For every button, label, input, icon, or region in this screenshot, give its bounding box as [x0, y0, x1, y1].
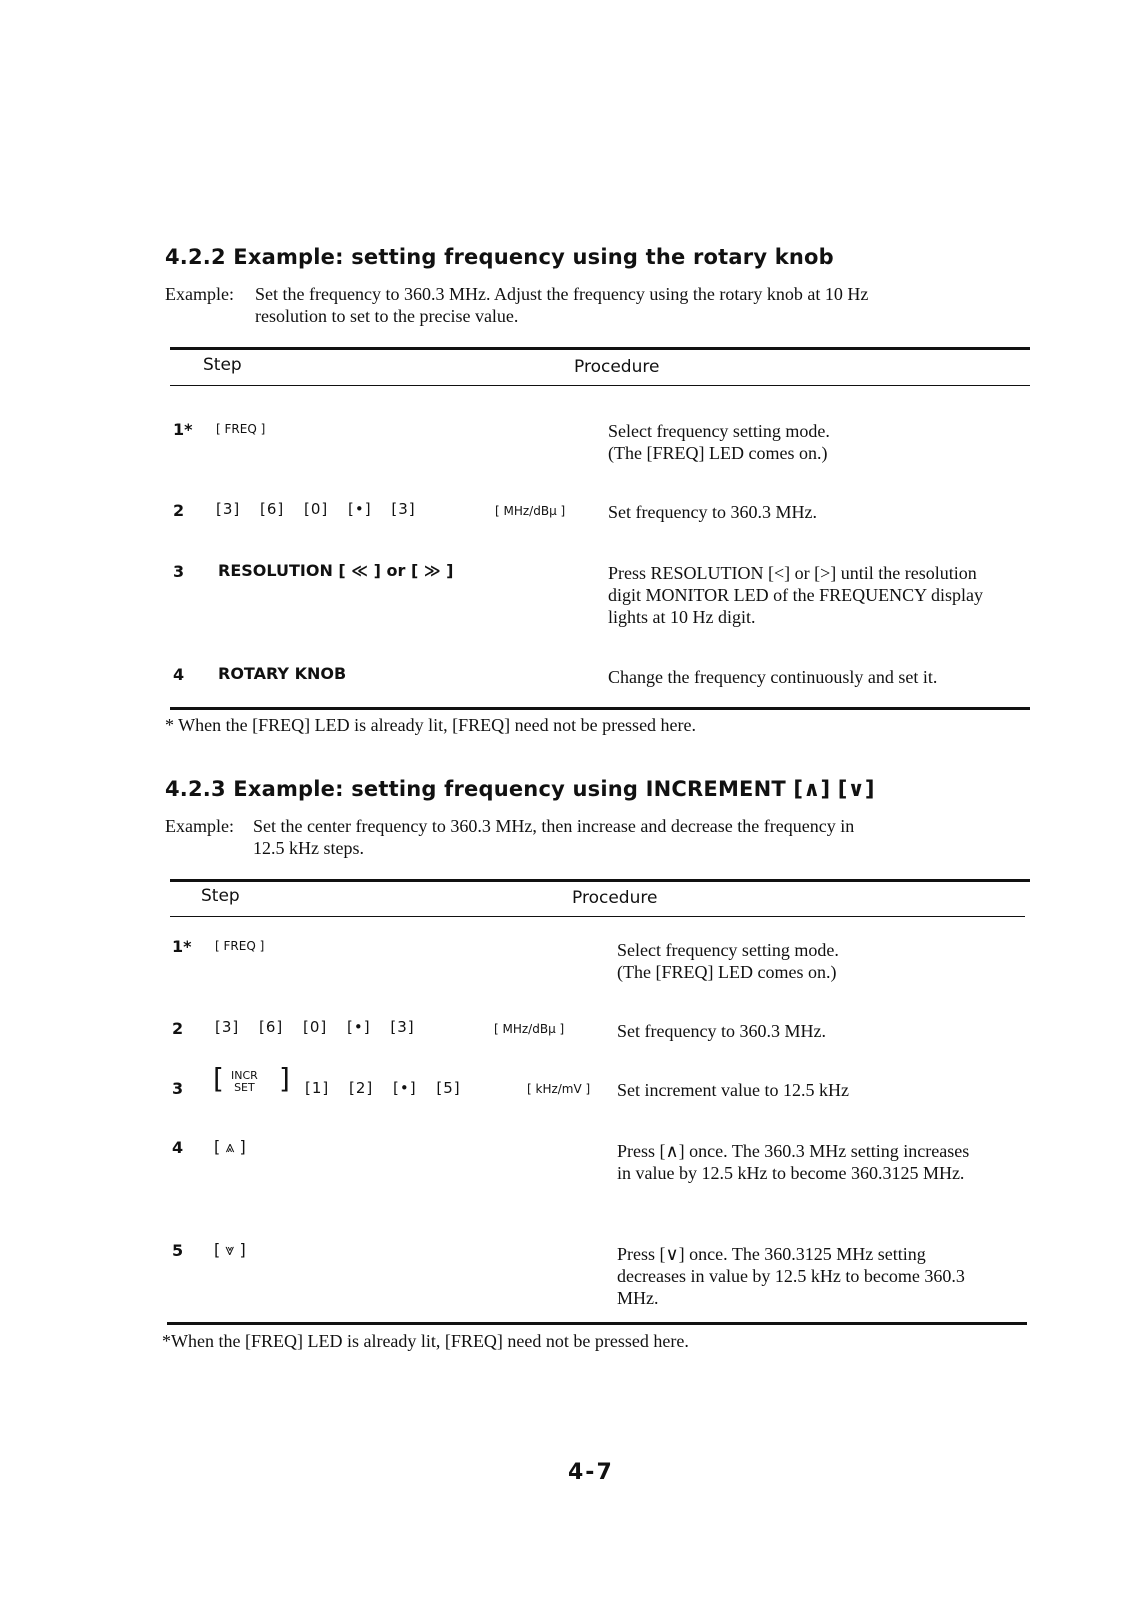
intro-line-2: resolution to set to the precise value.	[255, 306, 519, 326]
intro-label: Example:	[165, 816, 234, 836]
table-top-rule	[170, 879, 1030, 882]
step-number: 4	[172, 1138, 184, 1157]
number-keys: [1] [2] [•] [5]	[305, 1079, 461, 1097]
intro-label: Example:	[165, 284, 234, 304]
unit-key: [ kHz/mV ]	[527, 1082, 591, 1096]
column-header-step: Step	[201, 886, 240, 906]
step-number: 1*	[172, 937, 192, 956]
step-number: 4	[173, 665, 185, 684]
page-number: 4-7	[568, 1460, 614, 1485]
column-header-procedure: Procedure	[572, 888, 658, 908]
resolution-keys: RESOLUTION [ ≪ ] or [ ≫ ]	[218, 561, 454, 580]
number-keys: [3] [6] [0] [•] [3]	[215, 1018, 415, 1036]
procedure-text: Press [∨] once. The 360.3125 MHz setting decreases in value by 12.5 kHz to become 360.3 MHz.	[617, 1244, 965, 1308]
increment-up-key: [ ⩓ ]	[214, 1137, 246, 1156]
freq-key: [ FREQ ]	[216, 422, 266, 436]
procedure-text: Set frequency to 360.3 MHz.	[617, 1021, 826, 1041]
step-number: 2	[172, 1019, 184, 1038]
procedure-text: Change the frequency continuously and set it.	[608, 667, 938, 687]
procedure-text: Select frequency setting mode. (The [FREQ] LED comes on.)	[608, 421, 830, 463]
procedure-text: Set frequency to 360.3 MHz.	[608, 502, 817, 522]
rotary-knob-label: ROTARY KNOB	[218, 664, 347, 683]
footnote: *When the [FREQ] LED is already lit, [FREQ] need not be pressed here.	[162, 1331, 689, 1351]
unit-key: [ MHz/dBμ ]	[494, 1022, 565, 1036]
intro-line-1: Set the frequency to 360.3 MHz. Adjust the frequency using the rotary knob at 10 Hz	[255, 284, 869, 304]
procedure-text: Press [∧] once. The 360.3 MHz setting increases in value by 12.5 kHz to become 360.3125 MHz.	[617, 1141, 970, 1183]
step-number: 1*	[173, 420, 193, 439]
step-number: 5	[172, 1241, 184, 1260]
incr-set-key: [ INCR SET ]	[213, 1062, 290, 1095]
procedure-text: Select frequency setting mode. (The [FREQ] LED comes on.)	[617, 940, 839, 982]
intro-line-1: Set the center frequency to 360.3 MHz, then increase and decrease the frequency in	[253, 816, 855, 836]
table-bottom-rule	[167, 1322, 1027, 1325]
set-label: SET	[234, 1081, 255, 1094]
freq-key: [ FREQ ]	[215, 939, 265, 953]
footnote: * When the [FREQ] LED is already lit, [FREQ] need not be pressed here.	[165, 715, 697, 735]
incr-label: INCR	[231, 1069, 258, 1082]
step-number: 2	[173, 501, 185, 520]
header-rule	[170, 385, 1030, 386]
unit-key: [ MHz/dBμ ]	[495, 504, 566, 518]
section-heading-4-2-2: 4.2.2 Example: setting frequency using the rotary knob	[165, 245, 834, 269]
column-header-procedure: Procedure	[574, 357, 660, 377]
table-top-rule	[170, 347, 1030, 350]
header-rule	[170, 916, 1025, 917]
step-number: 3	[173, 562, 185, 581]
intro-line-2: 12.5 kHz steps.	[253, 838, 364, 858]
number-keys: [3] [6] [0] [•] [3]	[216, 500, 416, 518]
table-bottom-rule	[170, 707, 1030, 710]
procedure-text: Set increment value to 12.5 kHz	[617, 1080, 849, 1100]
procedure-text: Press RESOLUTION [<] or [>] until the resolution digit MONITOR LED of the FREQUENCY display lights at 10 Hz digit.	[608, 563, 983, 627]
increment-down-key: [ ⩔ ]	[214, 1240, 246, 1259]
step-number: 3	[172, 1079, 184, 1098]
section-heading-4-2-3: 4.2.3 Example: setting frequency using INCREMENT [∧] [∨]	[165, 777, 875, 801]
column-header-step: Step	[203, 355, 242, 375]
